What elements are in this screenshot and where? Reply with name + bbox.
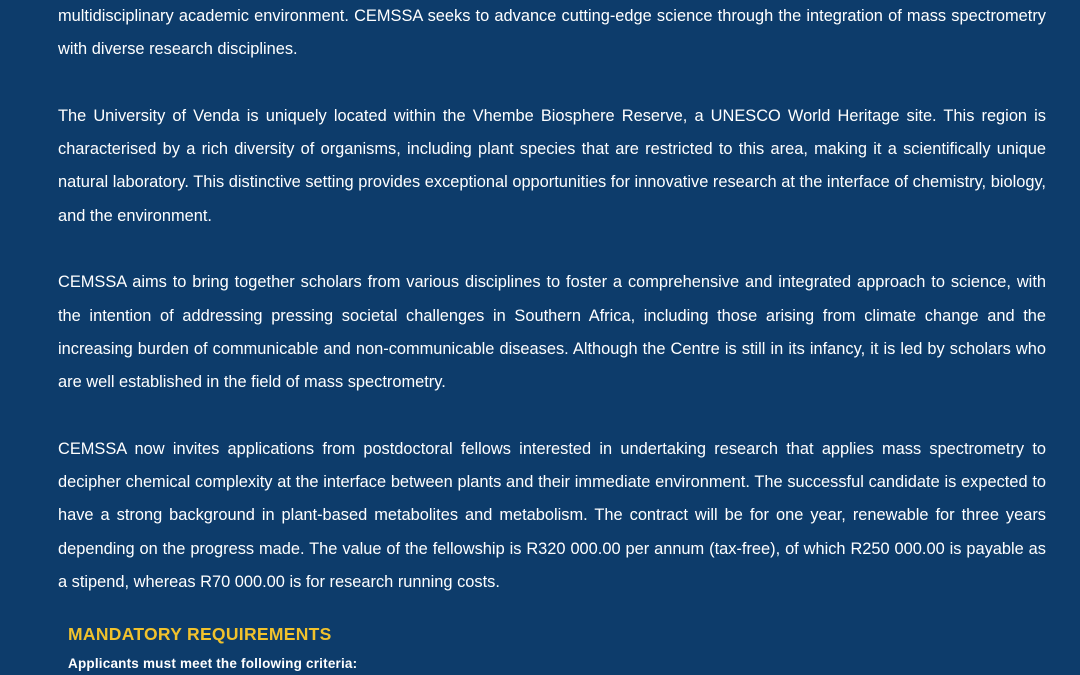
paragraph-location: The University of Venda is uniquely located within the Vhembe Biosphere Reserve, a UNESCO World Heritage site. This region is characterised by a rich diversity of organisms, including plant species that are restricted to this area, making it a scientifically unique natural laboratory. This distinctive setting provides exceptional opportunities for innovative research at the interface of chemistry, biology, and the environment. [58, 106, 1046, 225]
requirements-intro: Applicants must meet the following criteria: [68, 656, 358, 671]
requirements-heading: MANDATORY REQUIREMENTS [68, 624, 332, 644]
paragraph-aims: CEMSSA aims to bring together scholars from various disciplines to foster a comprehensive and integrated approach to science, with the intention of addressing pressing societal challenges in Southern Africa, including those arising from climate change and the increasing burden of communicable and non-communicable diseases. Although the Centre is still in its infancy, it is led by scholars who are well established in the field of mass spectrometry. [58, 273, 1046, 392]
paragraph-invitation: CEMSSA now invites applications from postdoctoral fellows interested in undertaking research that applies mass spectrometry to decipher chemical complexity at the interface between plants and their immediate environment. The successful candidate is expected to have a strong background in plant-based metabolites and metabolism. The contract will be for one year, renewable for three years depending on the progress made. The value of the fellowship is R320 000.00 per annum (tax-free), of which R250 000.00 is payable as a stipend, whereas R70 000.00 is for research running costs. [58, 439, 1046, 592]
body-text [58, 0, 1046, 633]
paragraph-intro-continued: multidisciplinary academic environment. CEMSSA seeks to advance cutting-edge science through the integration of mass spectrometry with diverse research disciplines. [58, 7, 1046, 59]
